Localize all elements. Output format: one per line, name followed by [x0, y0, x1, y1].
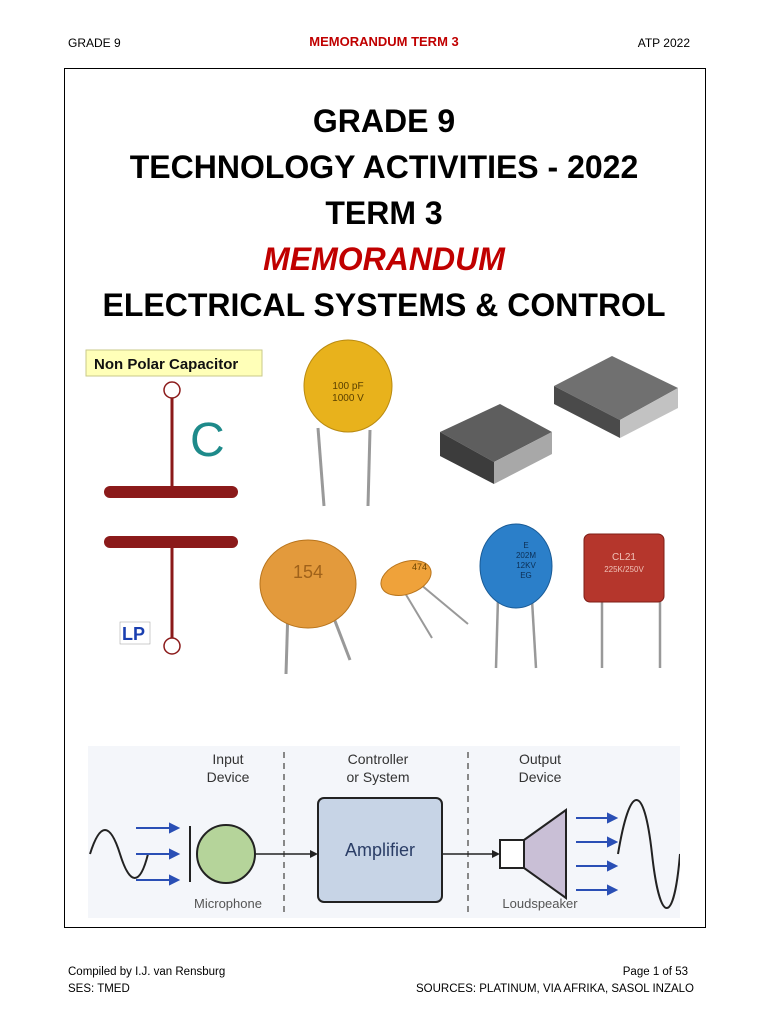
- header-atp: ATP 2022: [637, 36, 690, 50]
- cap4-marking-3: 12KV: [516, 561, 536, 570]
- terminal-top: [164, 382, 180, 398]
- cap4-marking-2: 202M: [515, 551, 537, 560]
- cap1-marking-1: 100 pF: [332, 381, 364, 392]
- title-activities: TECHNOLOGY ACTIVITIES - 2022: [129, 149, 639, 185]
- symbol-label: Non Polar Capacitor: [94, 356, 239, 373]
- cap3-lead-left: [402, 588, 432, 638]
- output-header-1: Output: [518, 751, 562, 767]
- terminal-bottom: [164, 638, 180, 654]
- cap4-marking-1: E: [523, 541, 529, 550]
- title-subject: ELECTRICAL SYSTEMS & CONTROL: [102, 287, 666, 323]
- controller-header-1: Controller: [347, 751, 409, 767]
- cap4-lead-right: [532, 600, 536, 668]
- cap1-marking-2: 1000 V: [332, 393, 364, 404]
- title-grade: GRADE 9: [312, 103, 456, 139]
- loudspeaker-label: Loudspeaker: [502, 896, 578, 911]
- cap3-marking: 474: [412, 562, 428, 572]
- capacitor-collage: [80, 338, 680, 674]
- footer-ses: SES: TMED: [68, 983, 130, 995]
- microphone-label: Microphone: [194, 896, 262, 911]
- footer-sources: SOURCES: PLATINUM, VIA AFRIKA, SASOL INZALO: [416, 983, 694, 995]
- header-memorandum: MEMORANDUM TERM 3: [309, 34, 459, 49]
- controller-header-2: or System: [346, 769, 410, 785]
- cap4-marking-4: EG: [520, 571, 532, 580]
- cap2-marking: 154: [292, 562, 324, 582]
- footer-compiled-by: Compiled by I.J. van Rensburg: [68, 966, 226, 978]
- cap4-lead-left: [496, 598, 498, 668]
- cover-title: [0, 98, 768, 328]
- microphone-icon: [197, 825, 255, 883]
- system-diagram: [88, 746, 680, 918]
- cap2-body: [260, 540, 356, 628]
- title-term: TERM 3: [325, 195, 443, 231]
- title-memorandum: MEMORANDUM: [263, 241, 505, 277]
- input-header-2: Device: [206, 769, 250, 785]
- system-diagram-svg: [88, 746, 680, 918]
- speaker-magnet: [500, 840, 524, 868]
- cap1-lead-left: [318, 428, 324, 506]
- output-header-2: Device: [518, 769, 562, 785]
- cap5-marking-2: 225K/250V: [604, 565, 644, 574]
- lp-logo-text: LP: [122, 624, 146, 644]
- input-header-1: Input: [212, 751, 244, 767]
- symbol-letter: C: [190, 414, 225, 467]
- cap5-marking-1: CL21: [612, 552, 636, 563]
- footer-page-number: Page 1 of 53: [622, 966, 688, 978]
- plate-top: [104, 486, 238, 498]
- plate-bottom: [104, 536, 238, 548]
- cap3-lead-right: [420, 584, 468, 624]
- capacitor-photo: [80, 338, 680, 674]
- amplifier-label: Amplifier: [344, 840, 416, 860]
- cap1-lead-right: [368, 430, 370, 506]
- header-grade: GRADE 9: [68, 36, 121, 50]
